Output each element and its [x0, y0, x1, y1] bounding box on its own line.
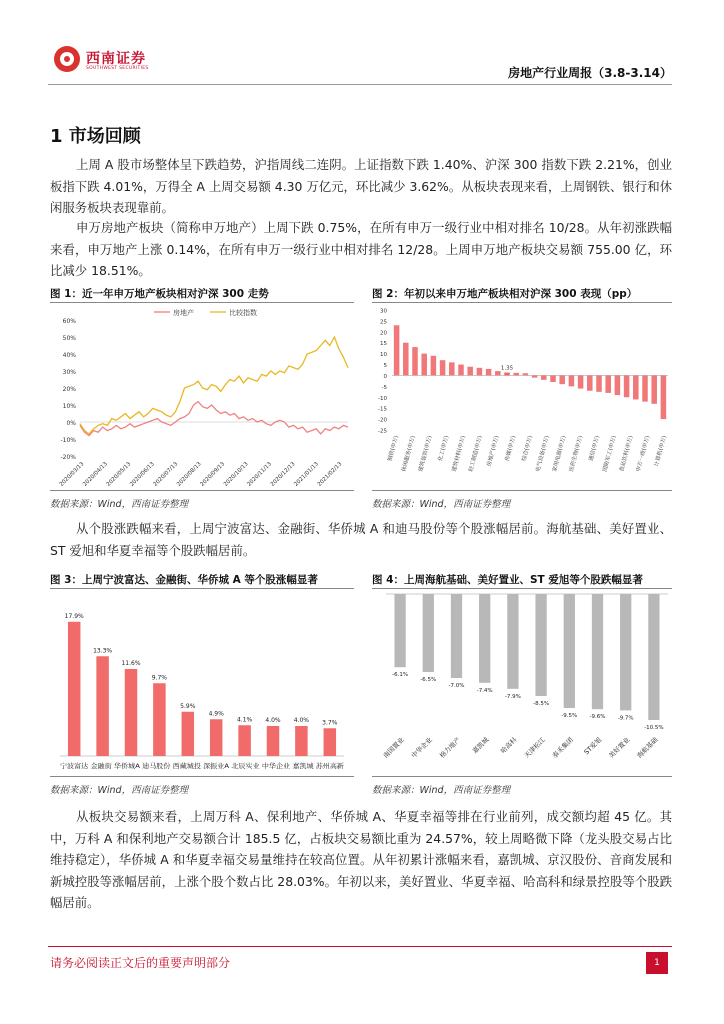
- bar: [394, 325, 400, 375]
- y-tick-label: -10: [378, 395, 387, 402]
- figure-2-rule: [372, 302, 672, 303]
- x-tick-label: ST爱旭: [582, 735, 604, 757]
- figure-3-bars: [60, 622, 344, 756]
- x-tick-label: 美好置业: [607, 735, 632, 760]
- logo-name-en: SOUTHWEST SECURITIES: [86, 66, 149, 71]
- y-tick-label: 40%: [62, 352, 76, 359]
- figure-4-title: 图 4：上周海航基础、美好置业、ST 爱旭等个股跌幅显著: [372, 574, 643, 586]
- bar: [523, 373, 529, 375]
- bar: [532, 375, 538, 377]
- y-tick-label: 0%: [66, 420, 76, 427]
- x-tick-label: 食品饮料(申万): [618, 434, 635, 473]
- figure-1-chart: [50, 304, 354, 490]
- bar: [615, 375, 621, 395]
- bar: [431, 356, 437, 376]
- figure-3-bottom-rule: [50, 776, 354, 777]
- bar: [624, 375, 630, 397]
- figure-3-title: 图 3：上周宁波富达、金融街、华侨城 A 等个股涨幅显著: [50, 574, 318, 586]
- bar: [620, 594, 631, 710]
- bar: [513, 373, 519, 376]
- bar: [423, 594, 434, 672]
- data-label: 4.1%: [236, 716, 253, 724]
- x-axis-labels: 宁波富达 金融街 华侨城A 迪马股份 西藏城投 深振业A 北辰实业 中华企业 嘉凯城 苏州高新: [60, 762, 322, 770]
- y-tick-label: 0: [383, 373, 387, 380]
- data-label: -7.4%: [476, 687, 493, 694]
- series-line-1: [80, 402, 348, 436]
- data-label: 4.0%: [265, 717, 281, 724]
- x-tick-label: 医药生物(申万): [568, 434, 585, 473]
- figure-1-axes: [59, 318, 348, 488]
- bar: [564, 594, 575, 708]
- y-tick-label: 10%: [62, 403, 76, 410]
- bar: [68, 622, 80, 756]
- y-tick-label: 50%: [62, 335, 76, 342]
- report-title: 房地产行业周报（3.8-3.14）: [508, 66, 672, 80]
- x-tick-label: 建筑材料(申万): [451, 434, 467, 473]
- legend-label: 房地产: [173, 309, 194, 317]
- y-tick-label: 20: [380, 330, 387, 337]
- bar: [495, 371, 501, 375]
- figure-1-title: 图 1：近一年申万地产板块相对沪深 300 走势: [50, 288, 269, 300]
- x-tick-label: 综合(申万): [521, 434, 534, 462]
- page-number: 1: [646, 952, 668, 974]
- x-tick-label: 2020/06/13: [129, 461, 156, 488]
- x-tick-label: 轻工制造(申万): [468, 434, 484, 473]
- bar: [421, 354, 427, 376]
- bar: [651, 375, 657, 403]
- figure-2-bars: [394, 325, 666, 419]
- figure-1-source: 数据来源：Wind，西南证券整理: [50, 499, 189, 510]
- data-label: 3.7%: [322, 719, 338, 727]
- bar: [507, 594, 518, 689]
- header-divider: [48, 84, 672, 85]
- x-tick-label: 2020/08/13: [176, 461, 203, 488]
- x-tick-label: 化工(申万): [437, 434, 451, 462]
- company-logo-icon: [54, 46, 80, 72]
- bar: [648, 594, 659, 720]
- bar: [504, 373, 510, 376]
- bar: [559, 375, 565, 384]
- data-label: -9.6%: [589, 714, 606, 721]
- bar: [661, 375, 667, 419]
- bar: [479, 594, 490, 683]
- bar: [605, 375, 611, 392]
- data-label: 13.3%: [93, 647, 113, 655]
- y-tick-label: -5: [381, 384, 387, 391]
- x-tick-label: 计算机(申万): [653, 434, 668, 468]
- figure-4-rule: [372, 588, 672, 589]
- figure-2-bottom-rule: [372, 490, 672, 491]
- data-label: -6.5%: [420, 677, 437, 683]
- bar: [451, 594, 462, 678]
- y-tick-label: 30: [380, 308, 387, 315]
- data-label: 17.9%: [64, 612, 84, 620]
- y-tick-label: -10%: [60, 437, 76, 444]
- bar: [541, 375, 547, 379]
- bar: [96, 656, 108, 756]
- logo-name-cn: 西南证券: [86, 51, 146, 67]
- data-label: -9.5%: [561, 713, 578, 719]
- paragraph-sector-performance: 申万房地产板块（简称申万地产）上周下跌 0.75%，在所有申万一级行业中相对排名 10/28。从年初涨跌幅来看，申万地产上涨 0.14%，在所有申万一级行业中相对排名 12/28。上周申万地产板块交易额 755.00 亿，环比减少 18.51%。: [50, 220, 672, 278]
- y-tick-label: 5: [383, 363, 387, 370]
- bar: [267, 726, 279, 756]
- data-label: -7.9%: [504, 693, 521, 700]
- x-tick-label: 2020/04/13: [82, 461, 109, 488]
- x-tick-label: 家用电器(申万): [551, 434, 568, 473]
- bar: [153, 683, 165, 756]
- data-label: -7.0%: [448, 683, 465, 689]
- figure-3-rule: [50, 588, 354, 589]
- paragraph-market-overview: 上周 A 股市场整体呈下跌趋势，沪指周线二连阴。上证指数下跌 1.40%、沪深 300 指数下跌 2.21%，创业板指下跌 4.01%，万得全 A 上周交易额 4.30 万亿元，环比减少 3.62%。从板块表现来看，上周钢铁、银行和休闲服务板块表现靠前。: [50, 157, 672, 215]
- y-tick-label: 60%: [62, 318, 76, 325]
- bar: [642, 375, 648, 401]
- bar: [569, 375, 575, 386]
- footer-disclaimer: 请务必阅读正文后的重要声明部分: [50, 956, 231, 970]
- figure-2-title: 图 2：年初以来申万地产板块相对沪深 300 表现（pp）: [372, 288, 638, 300]
- x-tick-label: 2020/12/13: [269, 461, 297, 488]
- bar: [467, 367, 473, 376]
- bar: [412, 347, 418, 375]
- x-tick-label: 2020/07/13: [152, 461, 180, 488]
- bar: [596, 375, 602, 391]
- bar: [578, 375, 584, 388]
- x-tick-label: 中华企业: [409, 735, 434, 760]
- section-title: 1 市场回顾: [50, 126, 141, 147]
- x-tick-label: 传媒(申万): [504, 434, 518, 462]
- data-label: 5.9%: [180, 702, 196, 710]
- x-tick-label: 2020/11/13: [246, 461, 274, 488]
- data-label: -9.7%: [617, 715, 634, 722]
- x-tick-label: 2020/03/13: [58, 461, 86, 488]
- series-line-2: [80, 337, 348, 434]
- bar: [535, 594, 546, 696]
- x-tick-label: 2020/10/13: [222, 461, 250, 488]
- paragraph-stock-movers: 从个股涨跌幅来看，上周宁波富达、金融街、华侨城 A 和迪马股份等个股涨幅居前。海航基础、美好置业、ST 爱旭和华夏幸福等个股跌幅居前。: [50, 521, 672, 558]
- bar: [592, 594, 603, 709]
- y-tick-label: 30%: [62, 369, 76, 376]
- figure-2-source: 数据来源：Wind，西南证券整理: [372, 499, 511, 510]
- y-tick-label: -15: [378, 406, 387, 413]
- x-tick-label: 休闲服务(申万): [401, 434, 417, 473]
- bar: [324, 728, 336, 756]
- x-tick-label: 电气设备(申万): [535, 434, 551, 473]
- data-label: 11.6%: [121, 660, 141, 667]
- x-tick-label: 嘉凯城: [470, 735, 491, 756]
- bar: [587, 375, 593, 390]
- bar: [449, 362, 455, 375]
- data-label: -6.1%: [392, 672, 409, 679]
- x-tick-label: 房地产(申万): [486, 434, 501, 468]
- bar: [238, 725, 250, 756]
- bar: [477, 368, 483, 376]
- figure-4-chart: [372, 590, 672, 776]
- x-tick-label: 哈高科: [499, 735, 519, 756]
- y-tick-label: 25: [380, 319, 387, 326]
- x-tick-label: 南国置业: [381, 735, 406, 760]
- figure-1-legend: [154, 308, 257, 317]
- paragraph-turnover: 从板块交易额来看，上周万科 A、保利地产、华侨城 A、华夏幸福等排在行业前列，成交额均超 45 亿。其中，万科 A 和保利地产交易额合计 185.5 亿，占板块交易额比重为 24.57%，较上周略微下降（龙头股交易占比维持稳定），华侨城 A 和华夏幸福交易量维持在较高位置。从年初累计涨幅来看，嘉凯城、京汉股份、音商发展和新城控股等涨幅居前，上涨个股个数占比 28.03%。年初以来，美好置业、华夏幸福、哈高科和绿景控股等个股跌幅居前。: [50, 809, 672, 910]
- bar: [458, 365, 464, 376]
- x-tick-label: 建筑装饰(申万): [417, 434, 434, 473]
- bar: [403, 343, 409, 376]
- data-label: 1.35: [500, 365, 514, 372]
- figure-3-chart: [50, 590, 354, 776]
- x-tick-label: 通信(申万): [588, 434, 601, 462]
- bar: [210, 719, 222, 756]
- bar: [440, 360, 446, 375]
- y-tick-label: -20%: [60, 454, 76, 461]
- bar: [394, 594, 405, 667]
- y-tick-label: -25: [378, 428, 387, 435]
- figure-4-bars: [386, 594, 668, 720]
- bar: [295, 726, 307, 756]
- x-tick-label: 天津松江: [522, 735, 547, 760]
- x-tick-label: 国防军工(申万): [602, 434, 618, 473]
- figure-1-bottom-rule: [50, 490, 354, 491]
- data-label: 4.0%: [293, 717, 310, 724]
- x-tick-label: 海航基础: [635, 735, 660, 760]
- x-tick-label: 泰禾集团: [550, 735, 575, 760]
- bar: [486, 369, 492, 376]
- x-tick-label: 申万一级(申万): [635, 434, 652, 473]
- figure-2-chart: [372, 304, 672, 490]
- x-tick-label: 钢铁(申万): [387, 434, 400, 462]
- data-label: -10.5%: [644, 725, 664, 731]
- figure-1-rule: [50, 302, 354, 303]
- figure-1-lines: [80, 337, 348, 436]
- data-label: -8.5%: [533, 701, 550, 707]
- x-tick-label: 2020/09/13: [199, 461, 227, 488]
- page-header: [48, 38, 672, 84]
- figure-3-source: 数据来源：Wind，西南证券整理: [50, 785, 189, 796]
- data-label: 9.7%: [151, 674, 168, 682]
- y-tick-label: 15: [380, 341, 387, 348]
- legend-label: 比较指数: [229, 309, 257, 317]
- figure-4-bottom-rule: [372, 776, 672, 777]
- footer-divider: [48, 946, 672, 947]
- figure-4-source: 数据来源：Wind，西南证券整理: [372, 785, 511, 796]
- bar: [550, 375, 556, 382]
- bar: [125, 669, 137, 756]
- x-tick-label: 2021/02/13: [316, 461, 344, 488]
- bar: [633, 375, 639, 399]
- x-tick-label: 格力地产: [438, 735, 463, 760]
- x-tick-label: 2021/01/13: [293, 461, 320, 488]
- data-label: 4.9%: [208, 710, 224, 718]
- y-tick-label: 20%: [62, 386, 76, 393]
- bar: [182, 712, 194, 756]
- y-tick-label: -20: [378, 417, 387, 424]
- y-tick-label: 10: [380, 352, 387, 359]
- x-tick-label: 2020/05/13: [105, 461, 133, 488]
